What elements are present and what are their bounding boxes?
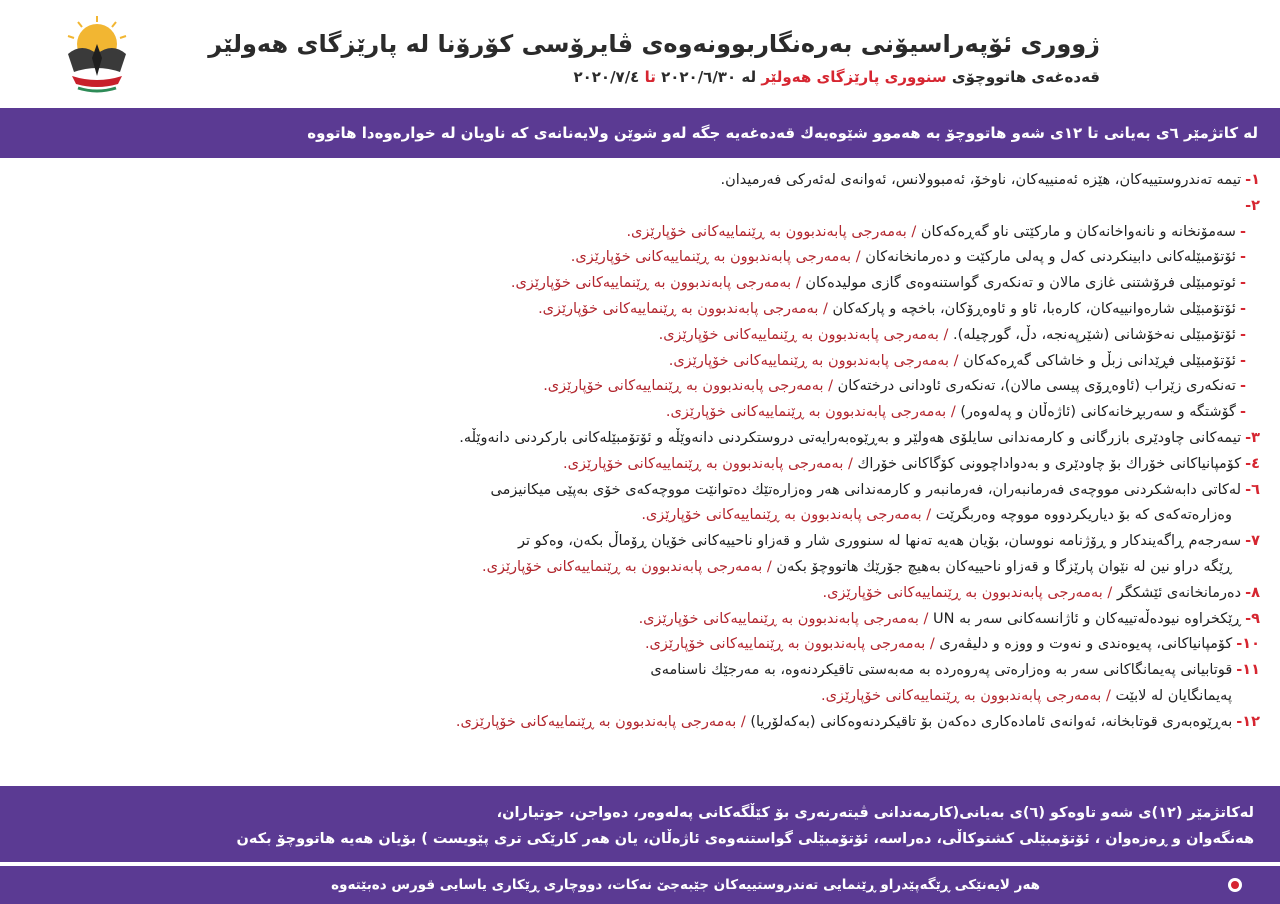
- list-item: [100, 349, 1260, 375]
- item-text: تیمەکانی چاودێری بازرگانی و کارمەندانی سایلۆی هەولێر و بەڕێوەبەرایەتی دروستکردنی دانەوێڵە و ئۆتۆمبێلەکانی بارکردنی دانەوێڵە.: [459, 429, 1242, 446]
- item-number: ١٢-: [1236, 713, 1260, 730]
- item-text: کۆمپانیاکانی خۆراك بۆ چاودێری و بەدواداچوونی کۆگاکانی خۆراك: [857, 455, 1242, 472]
- list-item: [100, 194, 1260, 220]
- item-text: ڕێکخراوە نیودەڵەتییەکان و ئاژانسەکانی سەر بە UN: [933, 610, 1242, 627]
- list-item: [100, 426, 1260, 452]
- item-condition: / بەمەرجی پابەندبوون بە ڕێنماییەکانی خۆپارێزی.: [570, 249, 861, 266]
- list-item: [100, 374, 1260, 400]
- item-text: لەکاتی دابەشکردنی مووچەی فەرمانبەران، فەرمانبەر و کارمەندانی هەر وەزارەتێك دەتوانێت مووچەکەی خۆی بەپێی میکانیزمی: [490, 481, 1242, 498]
- item-number: ١٠-: [1236, 636, 1260, 653]
- item-text: سەرجەم ڕاگەیندکار و ڕۆژنامە نووسان، بۆیان هەیە تەنها لە سنووری شار و قەزاو ناحییەکانی خۆیان ڕۆماڵ بکەن، وەکو تر: [517, 533, 1242, 550]
- item-condition: / بەمەرجی پابەندبوون بە ڕێنماییەکانی خۆپارێزی.: [822, 584, 1113, 601]
- list-item: [100, 632, 1260, 658]
- item-condition: / بەمەرجی پابەندبوون بە ڕێنماییەکانی خۆپارێزی.: [641, 507, 932, 524]
- item-number: -: [1239, 352, 1246, 369]
- list-item: [100, 220, 1260, 246]
- item-number: ٢-: [1245, 197, 1260, 214]
- item-text: ئۆتۆمبێلی فڕێدانی زبڵ و خاشاکی گەڕەکەکان: [963, 352, 1236, 369]
- item-number: ٦-: [1245, 481, 1260, 498]
- item-number: -: [1239, 300, 1246, 317]
- subtitle-part-a: قەدەغەی هاتووچۆی: [951, 68, 1100, 86]
- list-item: [100, 452, 1260, 478]
- item-condition: / بەمەرجی پابەندبوون بە ڕێنماییەکانی خۆپارێزی.: [481, 558, 772, 575]
- record-icon: [1228, 878, 1242, 892]
- list-item: [100, 684, 1260, 710]
- item-text: ئوتومبێلی فرۆشتنی غازی مالان و تەنکەری گواستنەوەی گازی مولیدەکان: [805, 275, 1236, 292]
- item-condition: / بەمەرجی پابەندبوون بە ڕێنماییەکانی خۆپارێزی.: [821, 687, 1111, 704]
- footer-note: [0, 786, 1280, 862]
- item-condition: / بەمەرجی پابەندبوون بە ڕێنماییەکانی خۆپارێزی.: [455, 713, 746, 730]
- list-item: [100, 581, 1260, 607]
- item-number: ٤-: [1245, 455, 1260, 472]
- list-item: [100, 710, 1260, 736]
- item-number: -: [1239, 378, 1246, 395]
- list-item: [100, 297, 1260, 323]
- item-text: ئۆتۆمبێلی شارەوانییەکان، کارەبا، ئاو و ئاوەڕۆکان، باخچە و پارکەکان: [832, 300, 1236, 317]
- footer-line-1: لەکاتژمێر (١٢)ی شەو تاوەکو (٦)ی بەیانی(کارمەندانی ڤیتەرنەری بۆ کێڵگەکانی پەلەوەر، دەواجن، جوتیاران،: [496, 805, 1254, 821]
- list-item: [100, 245, 1260, 271]
- item-text: پەیمانگایان لە لابێت: [1115, 687, 1232, 704]
- item-text: تەنکەری زێراب (ئاوەڕۆی پیسی مالان)، تەنکەری ئاودانی درختەکان: [837, 378, 1236, 395]
- item-number: ٨-: [1245, 584, 1260, 601]
- list-item: [100, 400, 1260, 426]
- item-text: دەرمانخانەی ئێشکگر: [1116, 584, 1242, 601]
- item-text: بەڕێوەبەری قوتابخانە، ئەوانەی ئامادەکاری دەکەن بۆ تاقیکردنەوەکانی (بەکەلۆریا): [750, 713, 1233, 730]
- page-subtitle: [150, 68, 1100, 86]
- subtitle-part-b: سنووری پارێزگای هەولێر: [761, 68, 947, 86]
- list-item: [100, 271, 1260, 297]
- list-item: [100, 607, 1260, 633]
- item-condition: / بەمەرجی پابەندبوون بە ڕێنماییەکانی خۆپارێزی.: [563, 455, 853, 472]
- item-condition: / بەمەرجی پابەندبوون بە ڕێنماییەکانی خۆپارێزی.: [510, 275, 801, 292]
- item-text: کۆمپانیاکانی، پەیوەندی و نەوت و ووزە و دلیڤەری: [939, 636, 1233, 653]
- item-number: ٧-: [1245, 533, 1260, 550]
- subtitle-part-e: ٢٠٢٠/٧/٤: [573, 68, 640, 86]
- list-item: [100, 478, 1260, 504]
- item-condition: / بەمەرجی پابەندبوون بە ڕێنماییەکانی خۆپارێزی.: [665, 404, 956, 421]
- item-number: ٣-: [1245, 429, 1260, 446]
- footer-line-2: هەنگەوان و ڕەزەوان ، ئۆتۆمبێلی کشتوکاڵی، دەراسە، ئۆتۆمبێلی گواستنەوەی ئاژەڵان، یان هەر کارێکی تری پێویست ) بۆیان هەیە هاتووچۆ بکەن: [236, 831, 1254, 847]
- item-text: ئۆتۆمبێلی نەخۆشانی (شێرپەنجە، دڵ، گورچیلە).: [953, 326, 1236, 343]
- list-item: [100, 555, 1260, 581]
- item-condition: / بەمەرجی پابەندبوون بە ڕێنماییەکانی خۆپارێزی.: [626, 223, 917, 240]
- item-number: -: [1239, 326, 1246, 343]
- item-condition: / بەمەرجی پابەندبوون بە ڕێنماییەکانی خۆپارێزی.: [644, 636, 935, 653]
- list-item: [100, 168, 1260, 194]
- footer-bottom: هەر لایەنێکی ڕێگەپێدراو ڕێنمایی تەندروستییەکان جێبەجێ نەکات، دووچاری ڕێکاری یاسایی قورس دەبێتەوە: [0, 866, 1280, 904]
- item-text: گۆشتگە و سەربڕخانەکانی (ئاژەڵان و پەلەوەر): [960, 404, 1236, 421]
- item-condition: / بەمەرجی پابەندبوون بە ڕێنماییەکانی خۆپارێزی.: [658, 326, 949, 343]
- item-number: ١١-: [1236, 662, 1260, 679]
- item-number: -: [1239, 223, 1246, 240]
- items-list: [100, 168, 1260, 778]
- kurdistan-emblem-icon: [58, 14, 136, 98]
- item-text: سەمۆنخانە و نانەواخانەکان و مارکێتی ناو گەڕەکەکان: [920, 223, 1236, 240]
- subtitle-part-c: لە ٢٠٢٠/٦/٣٠: [661, 68, 757, 86]
- list-item: [100, 658, 1260, 684]
- item-number: ٩-: [1245, 610, 1260, 627]
- item-condition: / بەمەرجی پابەندبوون بە ڕێنماییەکانی خۆپارێزی.: [668, 352, 959, 369]
- item-text: ئۆتۆمبێلەکانی دابینکردنی کەل و پەلی مارکێت و دەرمانخانەکان: [865, 249, 1236, 266]
- subtitle-part-d: تا: [644, 68, 656, 86]
- item-condition: / بەمەرجی پابەندبوون بە ڕێنماییەکانی خۆپارێزی.: [543, 378, 834, 395]
- banner: لە کاتژمێر ٦ی بەیانی تا ١٢ی شەو هاتووچۆ بە هەموو شێوەیەك قەدەغەیە جگە لەو شوێن ولایەنانەی کە ناویان لە خوارەوەدا هاتووە: [0, 108, 1280, 158]
- item-number: -: [1239, 404, 1246, 421]
- item-text: قوتابیانی پەیمانگاکانی سەر بە وەزارەتی پەروەردە بە مەبەستی تاقیکردنەوە، بە مەرجێك ناسنامەی: [650, 662, 1233, 679]
- item-condition: / بەمەرجی پابەندبوون بە ڕێنماییەکانی خۆپارێزی.: [638, 610, 929, 627]
- item-number: ١-: [1245, 172, 1260, 188]
- item-text: وەزارەتەکەی کە بۆ دیاریکردووە مووچە وەربگرێت: [935, 507, 1232, 524]
- list-item: [100, 529, 1260, 555]
- item-text: ڕێگە دراو نین لە نێوان پارێزگا و قەزاو ناحییەکان بەهیچ جۆرێك هاتووچۆ بکەن: [776, 558, 1232, 575]
- item-condition: / بەمەرجی پابەندبوون بە ڕێنماییەکانی خۆپارێزی.: [538, 300, 828, 317]
- page-title: ژووری ئۆپەراسیۆنی بەرەنگاربوونەوەی ڤایرۆسی کۆرۆنا لە پارێزگای هەولێر: [208, 30, 1100, 58]
- list-item: [100, 503, 1260, 529]
- item-number: -: [1239, 249, 1246, 266]
- list-item: [100, 323, 1260, 349]
- item-number: -: [1239, 275, 1246, 292]
- header: [0, 0, 1280, 106]
- item-text: تیمە تەندروستییەکان، هێزە ئەمنییەکان، ناوخۆ، ئەمبوولانس، ئەوانەی لەئەرکی فەرمیدان.: [720, 172, 1242, 188]
